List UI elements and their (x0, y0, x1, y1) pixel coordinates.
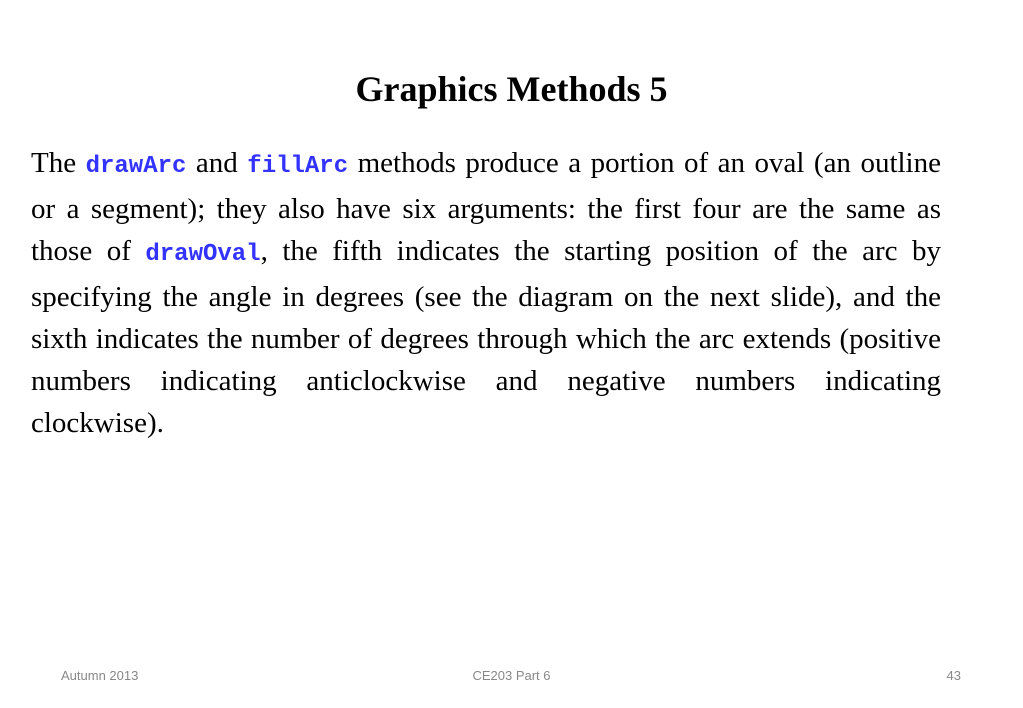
footer-date: Autumn 2013 (61, 668, 139, 683)
slide-title: Graphics Methods 5 (355, 69, 668, 109)
body-text-segment: The (31, 147, 86, 179)
code-fill-arc: fillArc (247, 153, 349, 180)
body-text-segment: methods produce a portion of an oval (an outline or a segment); they also have six arguments: the first four are the same as those of (31, 147, 941, 267)
code-draw-oval: drawOval (145, 241, 261, 268)
body-text-segment: , the fifth indicates the starting position of the arc by specifying the angle in degrees (see the diagram on the next slide), and the sixth indicates the number of degrees through which the arc extends (positive numbers indicating anticlockwise and negative numbers indicating clockwise). (31, 235, 941, 439)
body-text-segment: and (186, 147, 248, 179)
footer-course: CE203 Part 6 (472, 668, 551, 683)
code-draw-arc: drawArc (85, 153, 187, 180)
slide-body-text (31, 142, 941, 444)
footer-page-number: 43 (946, 668, 961, 683)
